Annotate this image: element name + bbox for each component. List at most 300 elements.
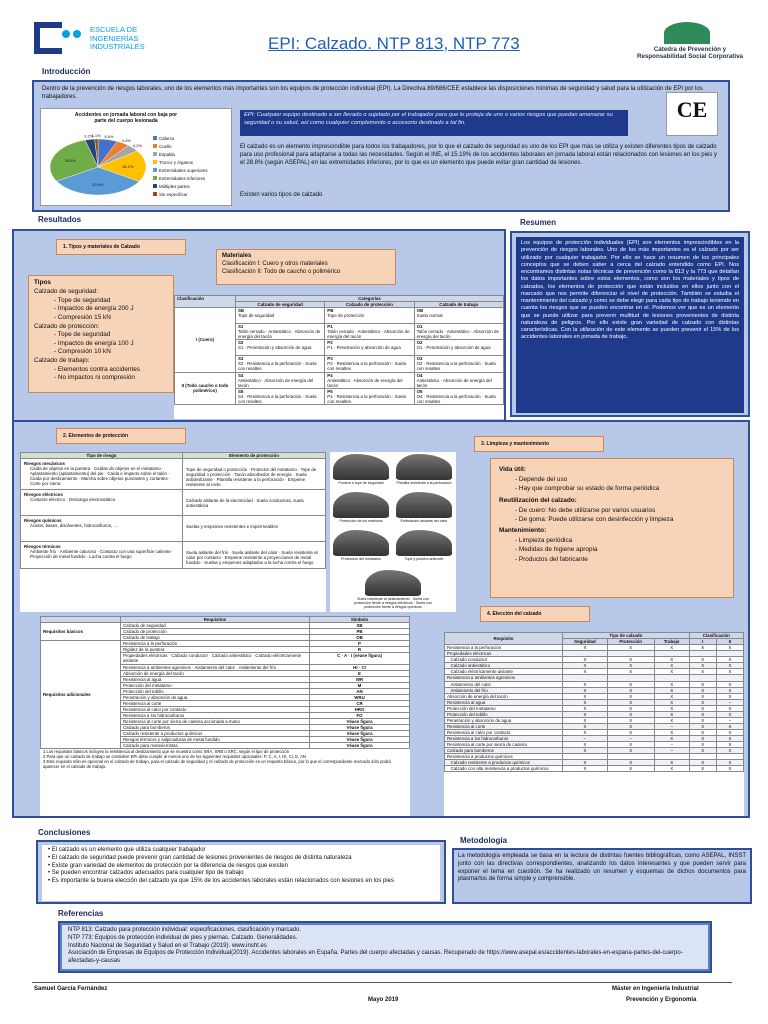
pie-data-label: 18.2% [122,163,134,169]
table-header-cell: Calzado de trabajo [414,302,503,308]
table-cell: X [607,742,654,748]
table-cell: X [654,699,689,705]
legend-entry [153,151,233,159]
summary-heading: Resumen [520,218,557,227]
table-cell: Véase figura [310,731,410,737]
table-cell [325,308,414,324]
table-cell: X [607,645,654,651]
legend-entry [153,167,233,175]
table-cell: X [607,669,654,675]
school-name-line: ESCUELA DE [90,25,138,34]
table-cell: X [689,760,716,766]
category-code: O5 [416,388,423,394]
table-cell: X [607,657,654,663]
maintenance-box [490,458,734,598]
table-cell: X [716,711,743,717]
table-cell: – [716,717,743,723]
table-cell: X [563,681,608,687]
table-header-cell: Clasificación [175,296,236,308]
table-cell: Resistencia al corte por sierra de cadena accionada a mano [121,719,310,725]
table-cell: PB [310,629,410,635]
tipo-item: - Elementos contra accidentes [54,366,168,375]
shoe-caption: Protección del metatarso [341,557,381,561]
risk-type: Riesgos mecánicos [24,461,65,467]
table-cell: X [607,766,654,772]
legend-entry [153,191,233,199]
shoe-icon [396,530,452,556]
intro-heading: Introducción [42,67,91,76]
table-cell: X [654,760,689,766]
category-code: P4 [327,372,333,378]
table-cell [325,324,414,340]
conclusions-section [36,840,446,904]
ce-mark [666,92,718,136]
table-cell: Calzado resistente a productos químicos [121,731,310,737]
table-cell: X [716,663,743,669]
protection-table [20,452,326,612]
category-desc: Antiestático · Absorción de energía del tacón [237,377,314,388]
table-cell: Resistencia a ambientes agresivos [445,675,563,681]
tipo-item: - No impactos ni compresión [54,374,168,383]
legend-entry [153,143,233,151]
table-header-cell: Seguridad [563,639,608,645]
table-cell: X [654,693,689,699]
date: Mayo 2019 [368,997,399,1003]
table-cell: – [654,742,689,748]
table-cell: – [607,736,654,742]
table-cell: X [563,711,608,717]
maintenance-item: - Medidas de higiene apropia [515,545,725,554]
shoe-caption: Protección de los maléolos [339,519,383,523]
table-cell: Calzado aislante de la electricidad · Suela conductora, suela antiestática [183,490,326,516]
table-cell: Protección del metatarso [445,705,563,711]
table-cell: Protección del tobillo [121,688,310,694]
summary-text: Los equipos de protección individuales (EPI) son elementos imprescindibles en la prevención de riesgos laborales. Uno de los más importantes es el calzado por ser utilizado por cualquier trabajador. Por ello se hace un resumen de los principales conceptos que se deben saber a cerca del calzado entendido como EPI. Nos encontramos distintas notas técnicas de prevención como la 813 y la 773 que detallan los datos importantes sobre estos elementos, como son los materiales y tipos de calzados, los elementos de protección que están incluidos en ellos junto con el marcado que nos permite diferenciar el nivel de protección. También se estudia el mantenimiento del calzado y como se debe elegir para cada tipo de trabajo teniendo en cuenta los riesgos que se pueden encontrar en el. Podemos ver que es un elemento que se puede utilizar para prevenir multitud de lesiones provenientes de distinta naturaleza de peligros. Por ello existe gran variedad de calzado con distintas características. Con la utilización de este elemento se pueden prevenir el 15% de los accidentes laborales en jornada de trabajo. [516,237,744,413]
table-cell: X [716,693,743,699]
table-cell: Resistencia a la perforación [121,641,310,647]
legend-label: Extremidades superiores [159,168,208,173]
table-cell: M [310,682,410,688]
table-cell: Calzado de trabajo [121,635,310,641]
table-cell [414,340,503,356]
table-cell: X [689,730,716,736]
requirements-table [40,616,410,816]
table-cell: X [563,687,608,693]
table-cell: Calzado conductor [445,657,563,663]
legend-entry [153,183,233,191]
table-cell: Resistencia al agua [445,699,563,705]
table-cell [414,324,503,340]
table-cell [414,356,503,372]
table-cell: Tope de seguridad o protección · Protector del metatarso · Tope de seguridad o protección · Tacón absorbedor de energía · Suela antideslizante · Plantilla resistente a la perforación · Empeine resistente al corte [183,459,326,490]
table-cell: X [716,730,743,736]
table-row [175,372,504,388]
legend-swatch-icon [153,160,157,164]
requirements-grid [40,616,410,749]
table-cell: AN [310,688,410,694]
header [0,0,768,62]
legend-swatch-icon [153,136,157,140]
category-code: PB [327,308,334,314]
chair-logo-icon [664,22,710,44]
table-cell: Propiedades eléctricas · Calzado conductor · Calzado antiestático · Calzado eléctricamente aislante [121,653,310,664]
conclusion-item: • El calzado es un elemento que utiliza cualquier trabajador [48,847,434,855]
category-desc: S1 · Penetración y absorción de agua [237,345,312,351]
table-cell [235,324,324,340]
chart-title: Accidentes en jornada laboral con baja por parte del cuerpo lesionada [74,112,178,124]
tipos-box [28,275,174,393]
intro-paragraph-1: Dentro de la prevención de riesgos laborales, uno de los elementos más importantes son los equipos de protección individual (EPI). La Directiva 89/686/CEE establece las disposiciones mínimas de seguridad y salud para la utilización de EPI por los trabajadores. [42,86,703,100]
legend-label: Tronco y órganos [159,160,194,165]
table-cell: X [689,742,716,748]
table-row [21,542,326,568]
tipo-item: - Tope de seguridad [54,297,168,306]
table-note: 1 Los requisitos básicos incluyen la resistencia al deslizamiento que se muestra como SRA, SRB o SRC, según el tipo de protección [43,749,290,755]
category-desc: S4 · Resistencia a la perforación · Suela con resaltes [237,393,317,404]
table-cell: X [689,736,716,742]
category-code: P3 [327,356,333,362]
table-cell: X [716,705,743,711]
references-list [62,925,708,969]
category-code: S4 [237,372,244,378]
shoe-illustration [393,452,455,489]
tipo-item: - Compresión 15 kN [54,314,168,323]
table-cell: X [654,711,689,717]
table-cell: X [689,723,716,729]
table-header-cell: Requisitos [121,617,310,623]
category-code: P1 [327,324,333,330]
tipo-heading: Calzado de protección: [34,322,100,330]
tipo-item: - Impactos de energía 100 J [54,340,168,349]
shoe-caption: Puntera o tope de seguridad [338,481,384,485]
tipo-item: - Tope de seguridad [54,331,168,340]
school-logo-icon [34,22,62,54]
table-cell: X [689,705,716,711]
shoe-caption: Embutación aislante del calor [400,519,448,523]
maintenance-heading: Vida útil: [499,466,526,473]
table-cell: – [654,748,689,754]
materials-title: Materiales [222,253,252,259]
table-cell: X [607,687,654,693]
category-desc: Tope de protección [327,313,365,319]
table-cell: X [716,723,743,729]
category-code: OB [416,308,424,314]
legend-swatch-icon [153,184,157,188]
category-code: S3 [237,356,244,362]
shoe-icon [396,492,452,518]
legend-entry [153,159,233,167]
master: Máster en Ingeniería Industrial [612,986,699,992]
footer-rule [32,982,732,983]
table-header-cell: Trabajo [654,639,689,645]
table-cell [235,356,324,372]
tipo-list [34,366,168,383]
category-table [174,295,504,419]
legend-label: Sin especificar [159,192,188,197]
shoe-illustration [330,528,392,565]
tipo-list [34,331,168,357]
accident-pie-chart [43,131,153,201]
table-cell: Calzado de protección [121,629,310,635]
table-cell: WR [310,676,410,682]
conclusions-list [42,845,440,901]
table-cell: Calzado antiestático [445,663,563,669]
epi-definition: EPI: Cualquier equipo destinado a ser llevado o sujetado por el trabajador para que le proteja de uno o varios riesgos que puedan amenazar su seguridad o su salud, así como cualquier complemento o accesorio destinado a tal fin. [240,110,628,136]
table-header-cell: Calzado de protección [325,302,414,308]
references-heading: Referencias [58,909,104,918]
methodology-text: La metodología empleada se basa en la lectura de distintas fuentes bibliográficas, como ASEPAL, INSST junto con las directivas correspondientes, analizando los datos interesantes y que pueden servir para exponer el tema en cuestión. Se ha realizado un resumen y esquemas de dichos documentos para plasmarlos de forma simple y comprensible. [458,853,746,883]
table-cell: X [689,693,716,699]
table-cell: I (Cuero) [175,308,236,372]
intro-section [32,80,730,212]
table-cell: X [563,657,608,663]
chair-name-line: Cátedra de Prevención y [653,46,727,53]
shoe-illustration [393,528,455,565]
table-cell: X [716,736,743,742]
maintenance-list [499,536,725,564]
table-cell: – [716,699,743,705]
table-cell: X [563,742,608,748]
table-cell: X [607,663,654,669]
risk-items: Contacto eléctrico · Descarga electrostática [30,497,115,503]
methodology-heading: Metodología [460,836,508,845]
table-cell: Resistencia al calor por contacto [445,730,563,736]
table-row [21,516,326,542]
risk-items: Ácidos, bases, disolventes, hidrocarburos, … [30,523,118,529]
table-cell: Resistencia al calor por contacto [121,706,310,712]
table-cell: X [563,705,608,711]
chair-name [620,46,760,60]
table-cell: X [563,693,608,699]
legend-label: Múltiples partes [159,184,190,189]
table-cell: X [563,669,608,675]
table-cell: Calzado para bomberos [121,725,310,731]
table-cell [21,459,183,490]
table-cell: FO [310,713,410,719]
table-cell: Suela aislante del frío · Suela aislante del calor · Suela resistente al calor por contacto · Empeine resistente a proyecciones de metal fundido · Suelas y empeines adaptados a la lucha contra el fuego [183,542,326,568]
maintenance-item: - Limpieza periódica [515,536,725,545]
subject: Prevención y Ergonomía [626,997,697,1003]
table-header-cell: Elemento de protección [183,453,326,459]
maintenance-item: - De cuero: No debe utilizarse por varios usuarios [515,506,725,515]
table-cell: X [654,663,689,669]
table-cell: X [716,748,743,754]
table-cell: Resistencia a productos químicos [445,754,563,760]
table-cell: X [689,687,716,693]
table-header-cell: II [716,639,743,645]
table-cell: Protección del tobillo [445,711,563,717]
table-cell [414,372,503,388]
category-code: S1 [237,324,244,330]
table-cell: X [654,687,689,693]
table-cell: Véase figura [310,719,410,725]
maintenance-heading: Mantenimiento: [499,527,547,535]
summary-section [510,231,750,417]
category-desc: Talón cerrado · Antiestático · Absorción de energía del tacón [416,329,499,340]
table-cell: Resistencia al corte [445,723,563,729]
school-name-line: INDUSTRIALES [90,42,145,52]
table-cell: X [563,645,608,651]
table-cell: Propiedades eléctricas [445,651,563,657]
conclusion-item: • El calzado de seguridad puede prevenir gran cantidad de lesiones provenientes de riesgos de distinta naturaleza [48,855,434,863]
category-code: SB [237,308,245,314]
ce-mark-text: CE [676,97,708,122]
tipo-heading: Calzado de seguridad: [34,288,98,295]
legend-swatch-icon [153,144,157,148]
table-cell: CR [310,700,410,706]
table-cell: X [716,657,743,663]
shoe-illustration [350,568,436,610]
table-header-cell: I [689,639,716,645]
category-desc: Talón cerrado · Antiestático · Absorción de energía del tacón [237,329,321,340]
table-cell: X [716,742,743,748]
table-cell: X [689,681,716,687]
table-cell: X [689,657,716,663]
protection-grid [20,452,326,569]
table-cell: X [654,681,689,687]
table-cell: Véase figura [310,725,410,731]
table-cell: X [689,748,716,754]
risk-items: Ambiente frío · Ambiente caluroso · Contacto con una superficie caliente · Proyección de metal fundido · Lucha contra el fuego [30,549,174,560]
table-cell: Calzado con alta resistencia a productos químicos [445,766,563,772]
table-cell: C · A · I (véase figura) [310,653,410,664]
table-row [21,490,326,516]
table-cell: X [689,663,716,669]
table-cell: X [654,705,689,711]
author: Samuel García Fernández [34,986,108,992]
shoe-icon [333,454,389,480]
legend-label: Cabeza [159,136,175,141]
table-cell: X [607,748,654,754]
table-cell: SB [310,623,410,629]
legend-entry [153,175,233,183]
table-cell [325,356,414,372]
table-note: 3 Este requisito sólo es opcional en el calzado de trabajo, para el calzado de seguridad y el calzado de protección es un requisito básico, por lo que el correspondiente marcado sólo podrá aparecer en el calzado de trabajo. [43,759,391,770]
table-cell: X [654,645,689,651]
maintenance-item: - Hay que comprobar su estado de forma periódica [515,484,725,493]
risk-type: Riesgos químicos [24,518,62,524]
shoe-caption: Plantilla resistente a la perforación [396,481,452,485]
legend-label: Extremidades inferiores [159,176,206,181]
table-cell [235,388,324,404]
table-cell: Protección del metatarso [121,682,310,688]
table-cell [235,308,324,324]
table-cell: Absorción de energía del tacón [445,693,563,699]
table-cell: Aislamiento del calor [445,681,563,687]
tipo-item: - Impactos de energía 200 J [54,305,168,314]
table-cell: Aislamiento del frío [445,687,563,693]
table-cell: Calzado para motosierristas [121,743,310,749]
section-2-title: 2. Elementos de protección [56,428,186,444]
table-cell: P [310,641,410,647]
school-name-line: INGENIERÍAS [90,33,139,43]
section-4-title: 4. Elección del calzado [480,606,590,622]
legend-swatch-icon [153,168,157,172]
risk-type: Riesgos térmicos [24,544,61,550]
table-cell: X [654,669,689,675]
table-cell: X [654,730,689,736]
table-cell: X [607,760,654,766]
table-cell: X [607,717,654,723]
table-cell: – [654,723,689,729]
category-code: O2 [416,340,423,346]
table-cell: Resistencia a la perforación [445,645,563,651]
table-cell: HI · CI [310,664,410,670]
school-name [90,26,145,52]
table-cell: Véase figura [310,743,410,749]
category-code: P2 [327,340,333,346]
table-cell: X [689,711,716,717]
table-cell: X [716,645,743,651]
table-cell [414,308,503,324]
pie-data-label: 3.2% [84,133,94,139]
table-cell: Resistencia al corte [121,700,310,706]
table-cell: X [563,663,608,669]
table-header-cell: Clasificación [689,633,743,639]
table-cell: II (Todo caucho o todo polimérico) [175,372,236,404]
maintenance-heading: Reutilización del calzado: [499,496,577,504]
pie-data-label: 32.6% [92,181,104,187]
table-row [445,766,744,772]
table-header-cell: Tipo de riesgo [21,453,183,459]
material-class-2: Clasificación II: Todo de caucho o polimérico [222,268,341,275]
pie-data-label: 28.8% [64,157,77,163]
table-cell: Penetración y absorción de agua [121,694,310,700]
table-cell: R [310,647,410,653]
table-cell: Resistencia al corte por sierra de cadena [445,742,563,748]
maintenance-item: - Productos del fabricante [515,555,725,564]
shoe-icon [333,492,389,518]
maintenance-list [499,506,725,525]
methodology-section [452,848,752,904]
table-cell: Calzado para bomberos [445,748,563,754]
table-cell: X [689,669,716,675]
tipos-title: Tipos [34,279,51,286]
table-cell [325,388,414,404]
table-cell: E [310,670,410,676]
table-cell: – [563,736,608,742]
shoe-illustration [330,452,392,489]
table-cell [21,516,183,542]
shoe-caption: Tope y puntera anticorte [404,557,444,561]
table-cell: X [607,699,654,705]
table-cell: X [563,760,608,766]
table-cell: X [563,766,608,772]
table-cell [235,372,324,388]
conclusion-item: • Se pueden encontrar calzados adecuados para cualquier tipo de trabajo [48,870,434,878]
reference-item: NTP 773: Equipos de protección individual de pies y piernas. Calzado. Generalidades. [68,934,298,941]
table-cell: X [689,717,716,723]
shoe-illustration [330,490,392,527]
legend-label: Cuello [159,144,172,149]
table-cell [325,372,414,388]
legend-swatch-icon [153,152,157,156]
table-cell [325,340,414,356]
table-cell: X [607,711,654,717]
legend-swatch-icon [153,192,157,196]
category-desc: O2 · Resistencia a la perforación · Suela con resaltes [416,361,496,372]
table-cell: X [607,693,654,699]
shoe-icon [333,530,389,556]
reference-item: Instituto Nacional de Seguridad y Salud en el Trabajo (2019). www.insht.es [68,942,267,949]
accident-chart [40,108,232,206]
results-section [12,229,506,424]
poster-title: EPI: Calzado. NTP 813, NTP 773 [268,34,520,53]
school-logo-dots-icon [62,30,84,38]
table-cell: X [607,723,654,729]
table-note: 2 Para que un calzado de trabajo se considere EPI debe cumplir al menos uno de los siguientes requisitos opcionales: P, C, A, I, HI, CI, E, AN [43,754,306,760]
table-cell: WRU [310,694,410,700]
